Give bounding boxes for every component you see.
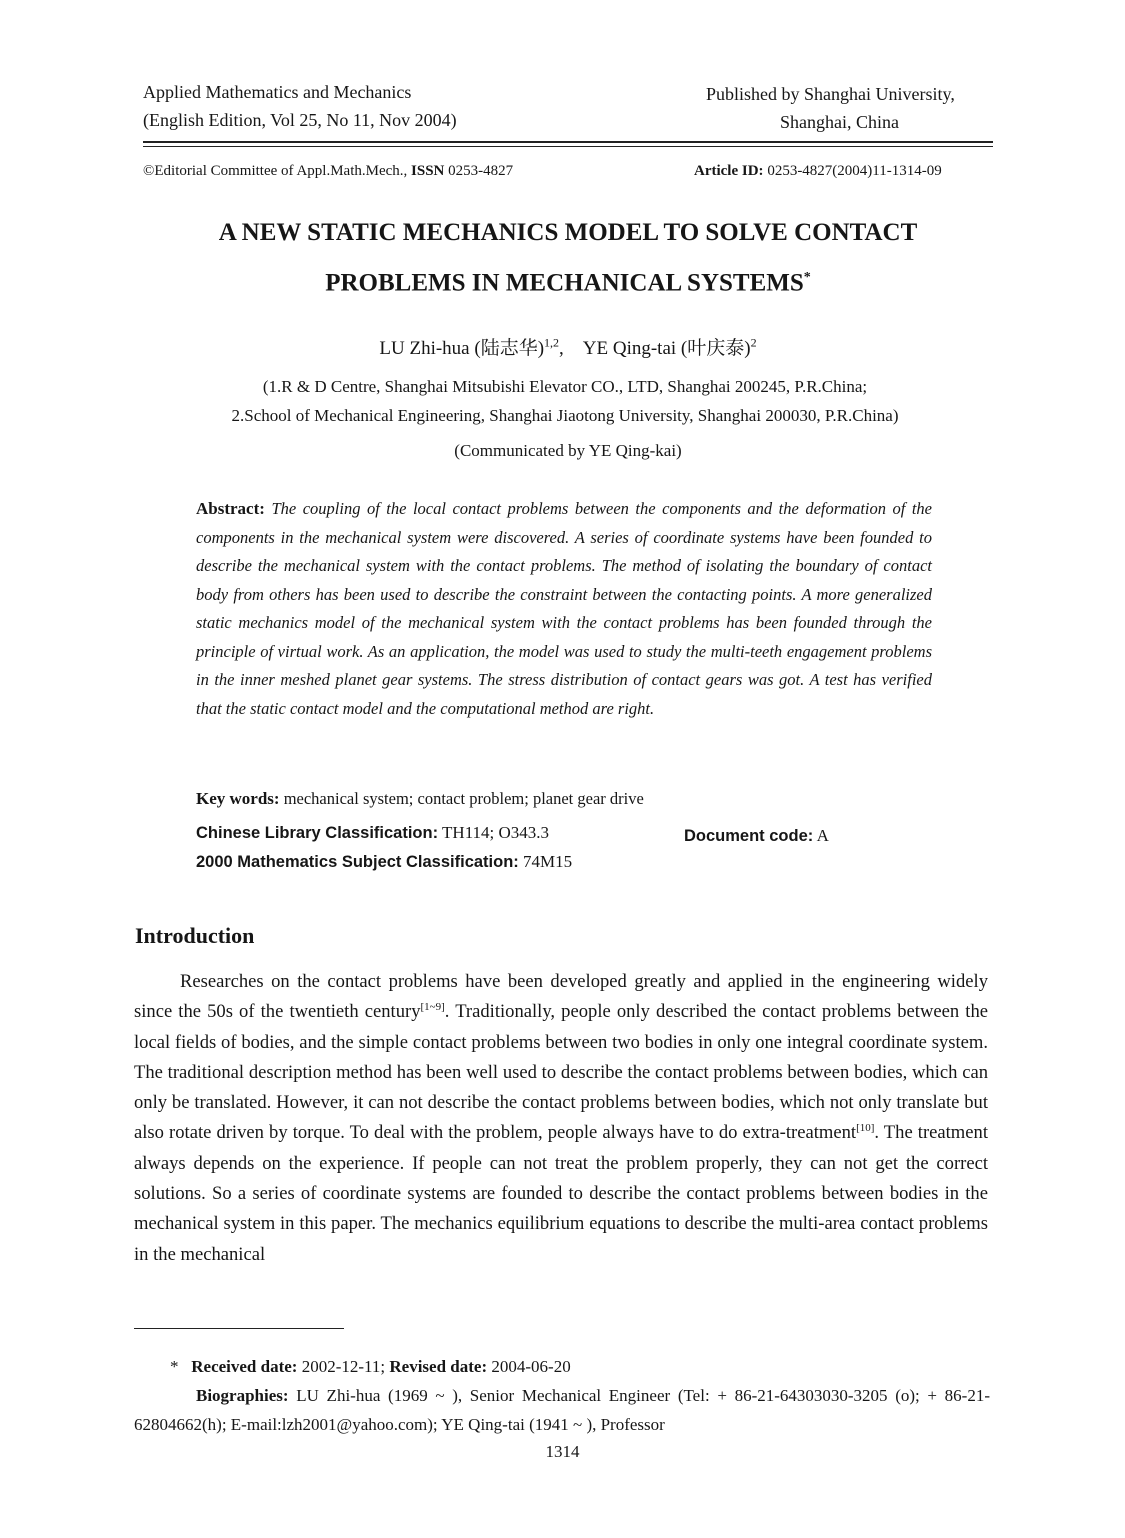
footnote-dates	[170, 1352, 571, 1381]
affiliation-1: (1.R & D Centre, Shanghai Mitsubishi Elevator CO., LTD, Shanghai 200245, P.R.China;	[262, 377, 868, 396]
journal-edition: (English Edition, Vol 25, No 11, Nov 2004)	[143, 110, 457, 130]
citation-ref[interactable]: [10]	[856, 1122, 875, 1135]
received-label: Received date:	[191, 1357, 298, 1376]
keywords-label: Key words:	[196, 789, 280, 808]
affiliation-2: 2.School of Mechanical Engineering, Shanghai Jiaotong University, Shanghai 200030, P.R.China)	[231, 406, 899, 425]
intro-text-part3: . The treatment always depends on the experience. If people can not treat the problem properly, they can not get the correct solutions. So a series of coordinate systems are founded to describe the contact problems between bodies in the mechanical system in this paper. The mechanics equilibrium equations to describe the multi-area contact problems in the mechanical	[134, 1122, 988, 1265]
abstract	[196, 495, 932, 723]
authors	[143, 333, 993, 360]
author-1-affil: 1,2	[544, 335, 560, 350]
citation-ref[interactable]: [1~9]	[420, 1001, 445, 1014]
received-value: 2002-12-11;	[301, 1357, 386, 1376]
biographies-text: LU Zhi-hua (1969 ~ ), Senior Mechanical Engineer (Tel: + 86-21-64303030-3205 (o); + 86-21-62804662(h); E-mail:lzh2001@yahoo.com); YE Qing-tai (1941 ~ ), Professor	[134, 1386, 991, 1434]
issn-label: ISSN	[411, 163, 445, 179]
revised-value: 2004-06-20	[491, 1357, 571, 1376]
msc-label: 2000 Mathematics Subject Classification:	[196, 853, 519, 871]
footnote-rule	[134, 1328, 344, 1329]
header-rule-thin	[143, 146, 993, 147]
title-line2: PROBLEMS IN MECHANICAL SYSTEMS	[325, 269, 804, 297]
page-number: 1314	[545, 1442, 580, 1461]
journal-name: Applied Mathematics and Mechanics	[143, 82, 412, 102]
biographies-label: Biographies:	[196, 1386, 289, 1405]
journal-info	[143, 78, 457, 134]
keywords-value: mechanical system; contact problem; planet gear drive	[283, 789, 644, 808]
publisher-line2: Shanghai, China	[780, 112, 899, 132]
article-id	[694, 163, 942, 180]
msc-classification	[196, 852, 572, 872]
msc-value: 74M15	[523, 852, 573, 871]
publisher-line1: Published by Shanghai University,	[706, 84, 955, 104]
author-separator: ,	[559, 338, 564, 359]
article-id-value: 0253-4827(2004)11-1314-09	[767, 163, 942, 179]
document-code	[684, 826, 829, 846]
intro-text-part1: Researches on the contact problems have been developed greatly and applied in the engineering widely since the 50s of the twentieth century	[134, 971, 988, 1023]
section-heading-introduction: Introduction	[135, 923, 255, 948]
introduction-paragraph	[134, 967, 988, 1270]
header-rule-thick	[143, 141, 993, 143]
intro-text-part2: . Traditionally, people only described the contact problems between the local fields of bodies, and the simple contact problems between two bodies in only one integral coordinate system. The traditional description method has been well used to describe the contact problems between bodies, which can only be translated. However, it can not describe the contact problems between bodies, which not only translate but also rotate driven by torque. To deal with the problem, people always have to do extra-treatment	[134, 1001, 988, 1144]
author-2: YE Qing-tai (叶庆泰)	[582, 338, 751, 359]
author-2-affil: 2	[750, 335, 757, 350]
footnote-mark: *	[170, 1357, 179, 1376]
communicated-by: (Communicated by YE Qing-kai)	[454, 441, 682, 460]
abstract-text: The coupling of the local contact problems between the components and the deformation of the components in the mechanical system were discovered. A series of coordinate systems have been founded to describe the mechanical system with the contact problems. The method of isolating the boundary of contact body from others has been used to describe the constraint between the contacting points. A more generalized static mechanics model of the mechanical system with the contact problems has been founded through the principle of virtual work. As an application, the model was used to study the multi-teeth engagement problems in the inner meshed planet gear systems. The stress distribution of contact gears was got. A test has verified that the static contact model and the computational method are right.	[196, 499, 932, 718]
chinese-library-classification	[196, 823, 549, 843]
doc-code-label: Document code:	[684, 827, 814, 845]
paper-title	[143, 210, 993, 305]
doc-code-value: A	[816, 826, 829, 845]
keywords	[196, 789, 644, 809]
publisher-info	[706, 80, 996, 136]
copyright-line	[143, 163, 513, 180]
article-id-label: Article ID:	[694, 163, 764, 179]
abstract-label: Abstract:	[196, 499, 265, 518]
clc-label: Chinese Library Classification:	[196, 824, 439, 842]
footnote-biographies	[134, 1381, 990, 1439]
author-1: LU Zhi-hua (陆志华)	[379, 338, 545, 359]
issn-value: 0253-4827	[448, 163, 514, 179]
title-line1: A NEW STATIC MECHANICS MODEL TO SOLVE CONTACT	[218, 219, 918, 246]
revised-label: Revised date:	[389, 1357, 488, 1376]
copyright-text: ©Editorial Committee of Appl.Math.Mech.,	[143, 163, 408, 179]
title-footnote-mark: *	[803, 270, 811, 285]
clc-value: TH114; O343.3	[442, 823, 550, 842]
